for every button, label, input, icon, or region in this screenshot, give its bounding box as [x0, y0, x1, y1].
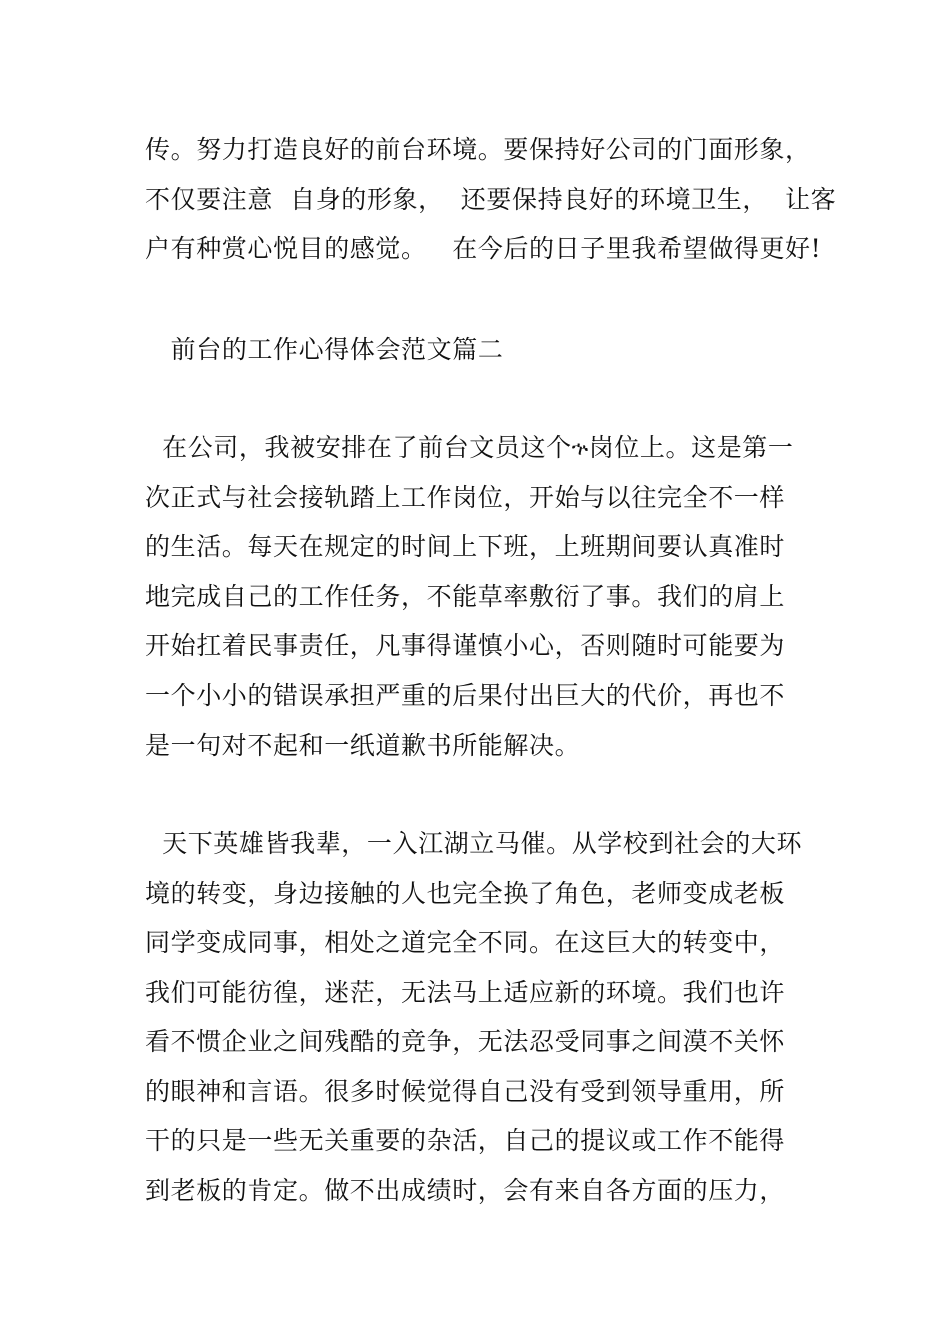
paragraph-text: 在公司，我被安排在了前台文员这个 [145, 433, 572, 462]
stray-glyph: ኍ [571, 436, 589, 460]
paragraph-line: 干的只是一些无关重要的杂活，自己的提议或工作不能得 [145, 1126, 786, 1155]
paragraph-line: 次正式与社会接轨踏上工作岗位，开始与以往完全不一样 [145, 483, 786, 512]
paragraph-line: 一个小小的错误承担严重的后果付出巨大的代价，再也不 [145, 681, 786, 710]
paragraph-line: 不仅要注意 自身的形象， 还要保持良好的环境卫生， 让客 [145, 185, 837, 214]
paragraph-text: 岗位上。这是第一 [588, 433, 794, 462]
paragraph-line: 同学变成同事，相处之道完全不同。在这巨大的转变中， [145, 928, 786, 957]
paragraph-line: 地完成自己的工作任务，不能草率敷衍了事。我们的肩上 [145, 582, 786, 611]
paragraph-line: 户有种赏心悦目的感觉。 在今后的日子里我希望做得更好! [145, 234, 822, 263]
paragraph-line: 到老板的肯定。做不出成绩时，会有来自各方面的压力， [145, 1176, 786, 1205]
paragraph-line: 我们可能彷徨，迷茫，无法马上适应新的环境。我们也许 [145, 978, 786, 1007]
paragraph-line: 开始扛着民事责任，凡事得谨慎小心，否则随时可能要为 [145, 631, 786, 660]
paragraph-line: 境的转变，身边接触的人也完全换了角色，老师变成老板 [145, 879, 786, 908]
paragraph-line: 是一句对不起和一纸道歉书所能解决。 [145, 731, 581, 760]
paragraph-line: 的生活。每天在规定的时间上下班，上班期间要认真准时 [145, 532, 786, 561]
paragraph-line: 传。努力打造良好的前台环境。要保持好公司的门面形象， [145, 135, 811, 164]
paragraph-line [145, 428, 794, 468]
paragraph-line: 的眼神和言语。很多时候觉得自己没有受到领导重用，所 [145, 1077, 786, 1106]
paragraph-line: 天下英雄皆我辈，一入江湖立马催。从学校到社会的大环 [145, 829, 803, 858]
paragraph-line: 看不惯企业之间残酷的竞争，无法忍受同事之间漠不关怀 [145, 1027, 786, 1056]
section-heading: 前台的工作心得体会范文篇二 [145, 335, 504, 364]
